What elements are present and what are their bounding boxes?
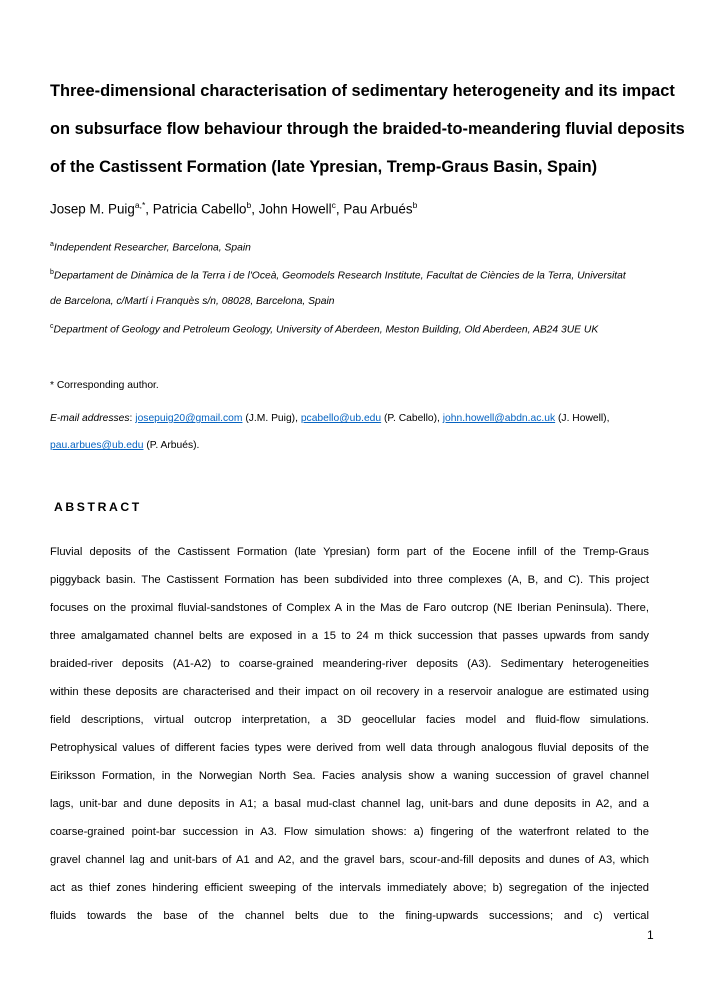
affiliation-sup: b — [50, 269, 54, 276]
email-colon: : — [129, 413, 136, 424]
email-label: E-mail addresses — [50, 413, 130, 424]
author-separator: , — [251, 201, 259, 217]
abstract-line: gravel channel lag and unit-bars of A1 and A2, and the gravel bars, scour-and-fill deposits and dunes of A3, which — [50, 854, 649, 866]
author-separator: , — [335, 201, 344, 217]
author-list — [50, 200, 417, 216]
author-affil-sup: b — [412, 200, 418, 210]
email-addresses-line — [50, 413, 609, 424]
abstract-line: piggyback basin. The Castissent Formation has been subdivided into three complexes (A, B, and C). This project — [50, 574, 649, 586]
email-owner: (P. Cabello), — [381, 413, 443, 424]
author-corresponding-mark: * — [141, 200, 146, 210]
author-name: Josep M. Puig — [50, 201, 135, 217]
abstract-line: coarse-grained point-bar succession in A3. Flow simulation shows: a) fingering of the waterfront related to the — [50, 826, 649, 838]
affiliation-text: Departament de Dinàmica de la Terra i de l'Oceà, Geomodels Research Institute, Facultat de Ciències de la Terra, Universitat — [53, 270, 626, 282]
email-link-puig[interactable]: josepuig20@gmail.com — [135, 413, 243, 424]
affiliation-text: Department of Geology and Petroleum Geology, University of Aberdeen, Meston Building, Old Aberdeen, AB24 3UE UK — [53, 324, 599, 336]
abstract-line: Fluvial deposits of the Castissent Formation (late Ypresian) form part of the Eocene infill of the Tremp-Graus — [50, 546, 649, 558]
author-separator: , — [145, 201, 153, 217]
abstract-line: three amalgamated channel belts are exposed in a 15 to 24 m thick succession that passes upwards from sandy — [50, 630, 649, 642]
title-line: on subsurface flow behaviour through the braided-to-meandering fluvial deposits — [50, 120, 685, 138]
email-addresses-line-2 — [50, 440, 199, 451]
email-link-cabello[interactable]: pcabello@ub.edu — [300, 413, 382, 424]
author-affil-sup: c — [331, 200, 336, 210]
abstract-line: Eiriksson Formation, in the Norwegian North Sea. Facies analysis show a waning succession of gravel channel — [50, 770, 649, 782]
author-name: John Howell — [258, 201, 332, 217]
email-link-howell[interactable]: john.howell@abdn.ac.uk — [442, 413, 556, 424]
email-owner: (J. Howell), — [555, 413, 610, 424]
corresponding-author-note: * Corresponding author. — [50, 380, 159, 391]
abstract-line: lags, unit-bar and dune deposits in A1; a basal mud-clast channel lag, unit-bars and dune deposits in A2, and a — [50, 798, 649, 810]
page-number: 1 — [647, 928, 654, 942]
email-owner: (P. Arbués). — [143, 440, 200, 451]
affiliation-a — [50, 241, 251, 253]
title-line: Three-dimensional characterisation of sedimentary heterogeneity and its impact — [50, 82, 675, 100]
abstract-line: braided-river deposits (A1-A2) to coarse-grained meandering-river deposits (A3). Sedimentary heterogeneities — [50, 658, 649, 670]
affiliation-text: de Barcelona, c/Martí i Franquès s/n, 08028, Barcelona, Spain — [50, 296, 335, 307]
abstract-line: fluids towards the base of the channel belts due to the fining-upwards successions; and c) vertical — [50, 910, 649, 922]
abstract-line: Petrophysical values of different facies types were derived from well data through analogous fluvial deposits of the — [50, 742, 649, 754]
email-owner: (J.M. Puig), — [242, 413, 301, 424]
author-affil-sup: b — [246, 200, 252, 210]
affiliation-c — [50, 323, 598, 335]
abstract-heading: ABSTRACT — [54, 500, 142, 514]
affiliation-sup: c — [50, 323, 54, 330]
abstract-body — [50, 545, 649, 937]
paper-title — [50, 72, 685, 186]
author-name: Patricia Cabello — [152, 201, 247, 217]
affiliation-b — [50, 269, 626, 281]
abstract-line: act as thief zones hindering efficient sweeping of the intervals immediately above; b) segregation of the injected — [50, 882, 649, 894]
abstract-line: field descriptions, virtual outcrop interpretation, a 3D geocellular facies model and fluid-flow simulations. — [50, 714, 649, 726]
author-affil-sup: a, — [134, 200, 142, 210]
author-name: Pau Arbués — [343, 201, 413, 217]
email-link-arbues[interactable]: pau.arbues@ub.edu — [50, 440, 144, 451]
affiliation-b-continued — [50, 296, 334, 307]
affiliation-text: Independent Researcher, Barcelona, Spain — [53, 242, 251, 254]
title-line: of the Castissent Formation (late Ypresian, Tremp-Graus Basin, Spain) — [50, 158, 598, 176]
abstract-line: within these deposits are characterised and their impact on oil recovery in a reservoir analogue are estimated using — [50, 686, 649, 698]
abstract-line: focuses on the proximal fluvial-sandstones of Complex A in the Mas de Faro outcrop (NE Iberian Peninsula). There, — [50, 602, 649, 614]
affiliation-sup: a — [50, 241, 54, 248]
